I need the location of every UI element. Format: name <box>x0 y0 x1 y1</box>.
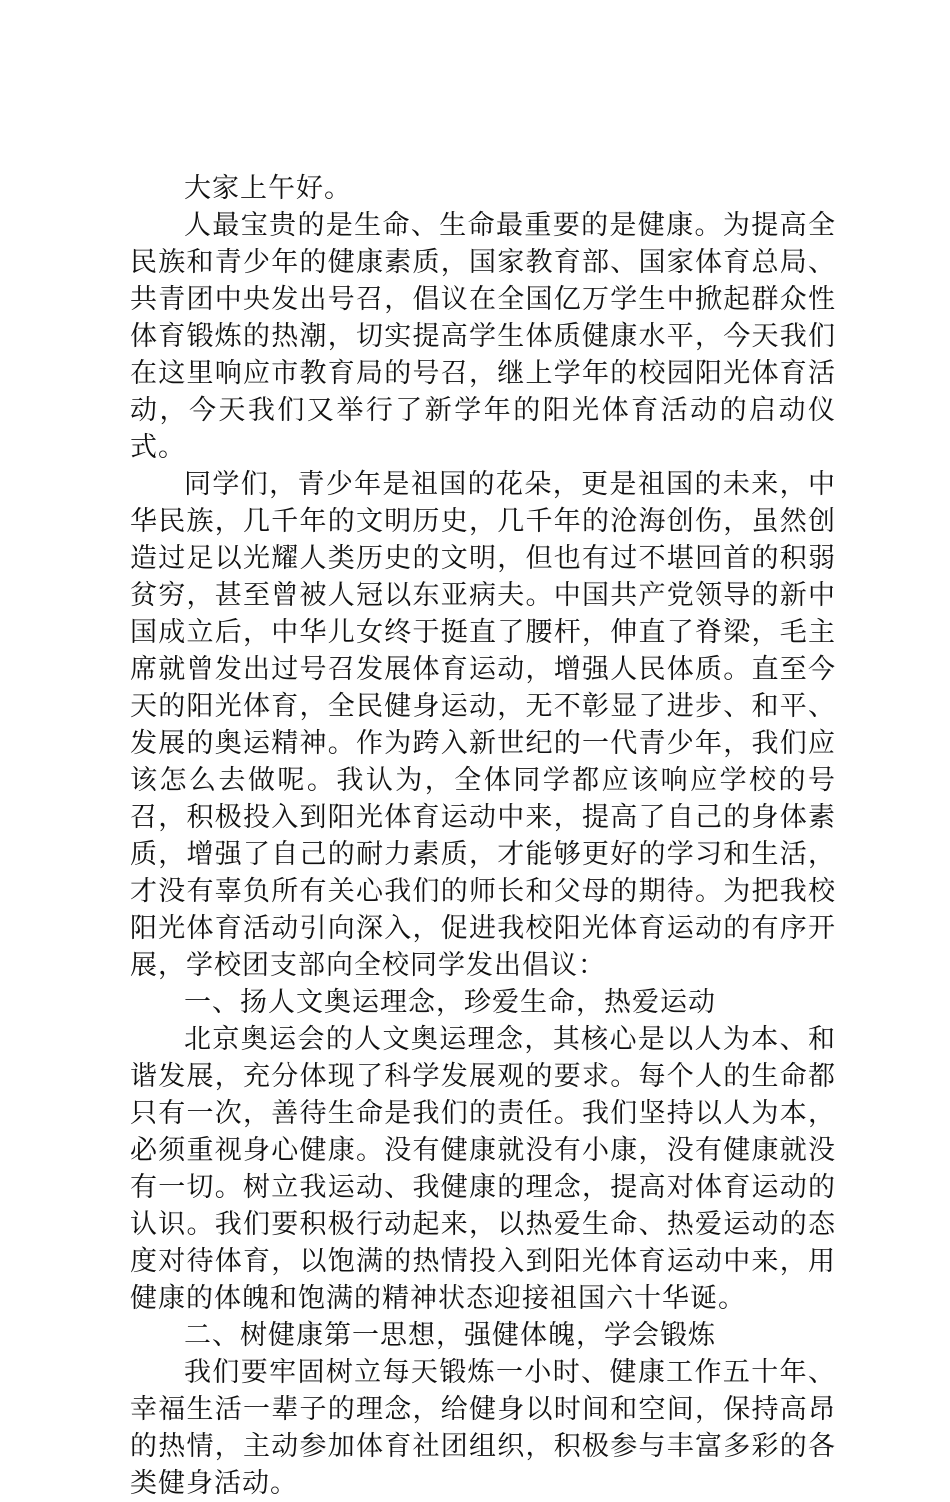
section-two-paragraph: 我们要牢固树立每天锻炼一小时、健康工作五十年、幸福生活一辈子的理念，给健身以时间和空间，保持高昂的热情，主动参加体育社团组织，积极参与丰富多彩的各类健身活动。 <box>130 1357 836 1499</box>
section-heading-two: 二、树健康第一思想，强健体魄，学会锻炼 <box>184 1320 716 1351</box>
intro-paragraph: 人最宝贵的是生命、生命最重要的是健康。为提高全民族和青少年的健康素质，国家教育部、国家体育总局、共青团中央发出号召，倡议在全国亿万学生中掀起群众性体育锻炼的热潮，切实提高学生体质健康水平，今天我们在这里响应市教育局的号召，继上学年的校园阳光体育活动，今天我们又举行了新学年的阳光体育活动的启动仪式。 <box>130 210 836 463</box>
greeting-paragraph: 大家上午好。 <box>184 173 352 204</box>
section-heading-one: 一、扬人文奥运理念，珍爱生命，热爱运动 <box>184 987 716 1018</box>
appeal-paragraph: 同学们，青少年是祖国的花朵，更是祖国的未来，中华民族，几千年的文明历史，几千年的沧海创伤，虽然创造过足以光耀人类历史的文明，但也有过不堪回首的积弱贫穷，甚至曾被人冠以东亚病夫。中国共产党领导的新中国成立后，中华儿女终于挺直了腰杆，伸直了脊梁，毛主席就曾发出过号召发展体育运动，增强人民体质。直至今天的阳光体育，全民健身运动，无不彰显了进步、和平、发展的奥运精神。作为跨入新世纪的一代青少年，我们应该怎么去做呢。我认为，全体同学都应该响应学校的号召，积极投入到阳光体育运动中来，提高了自己的身体素质，增强了自己的耐力素质，才能够更好的学习和生活，才没有辜负所有关心我们的师长和父母的期待。为把我校阳光体育活动引向深入，促进我校阳光体育运动的有序开展，学校团支部向全校同学发出倡议： <box>130 469 836 981</box>
document-body <box>130 170 836 1502</box>
section-one-paragraph: 北京奥运会的人文奥运理念，其核心是以人为本、和谐发展，充分体现了科学发展观的要求。每个人的生命都只有一次，善待生命是我们的责任。我们坚持以人为本，必须重视身心健康。没有健康就没有小康，没有健康就没有一切。树立我运动、我健康的理念，提高对体育运动的认识。我们要积极行动起来，以热爱生命、热爱运动的态度对待体育，以饱满的热情投入到阳光体育运动中来，用健康的体魄和饱满的精神状态迎接祖国六十华诞。 <box>130 1024 836 1314</box>
